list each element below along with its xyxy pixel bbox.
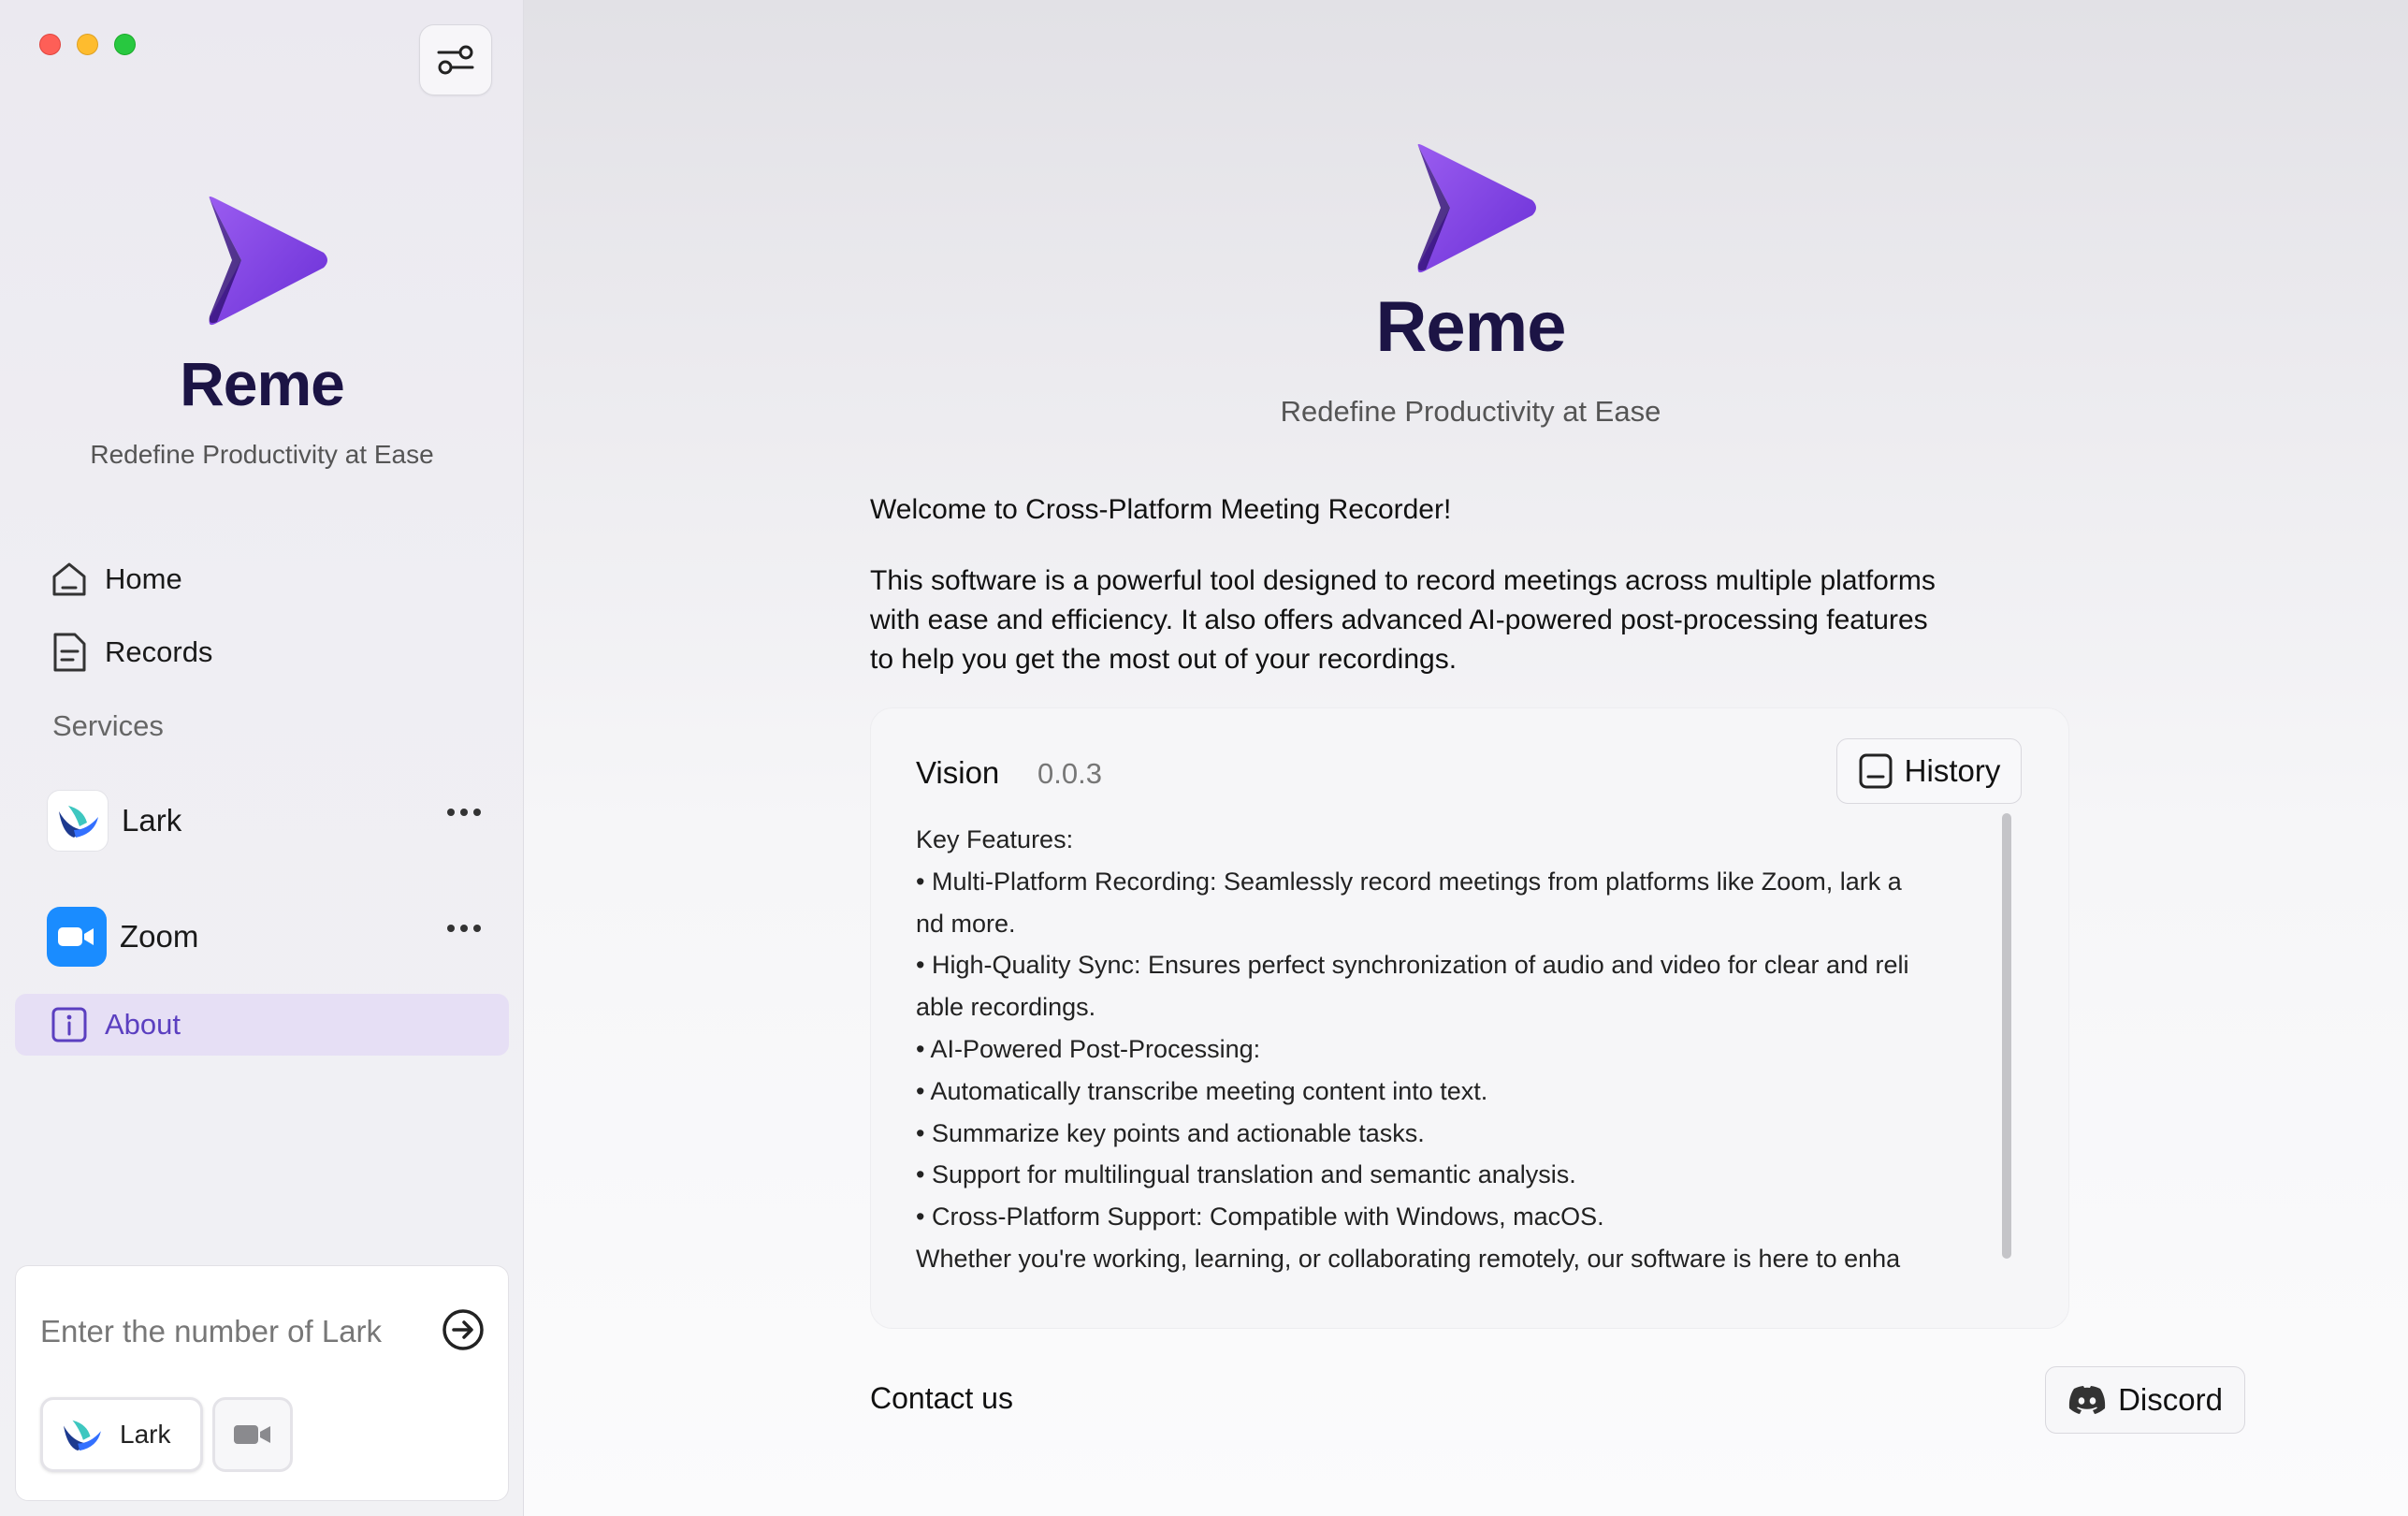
feature-line: • Support for multilingual translation and semantic analysis. <box>916 1160 1576 1189</box>
platform-chip-video[interactable] <box>212 1397 293 1472</box>
video-camera-icon <box>232 1421 273 1449</box>
services-section-label: Services <box>52 709 164 742</box>
main-content <box>524 0 2408 1516</box>
intro-line: This software is a powerful tool designed to record meetings across multiple platforms <box>870 565 1936 596</box>
discord-icon <box>2067 1385 2107 1415</box>
reme-logo-icon <box>1413 142 1540 273</box>
minimize-window-button[interactable] <box>77 34 98 55</box>
arrow-right-circle-icon[interactable] <box>441 1307 486 1352</box>
feature-line: • Multi-Platform Recording: Seamlessly record meetings from platforms like Zoom, lark a <box>916 867 1902 896</box>
release-notes-text <box>916 819 2001 1296</box>
discord-button[interactable] <box>2045 1366 2245 1434</box>
service-name: Lark <box>122 803 182 838</box>
discord-button-label: Discord <box>2118 1382 2223 1417</box>
more-options-icon[interactable] <box>447 925 481 932</box>
zoom-icon <box>47 907 107 967</box>
release-notes-scrollbar[interactable] <box>1999 813 2014 1259</box>
intro-line: with ease and efficiency. It also offers advanced AI-powered post-processing features <box>870 605 1928 635</box>
version-label: 0.0.3 <box>1037 757 1102 790</box>
feature-line: • Summarize key points and actionable tasks. <box>916 1118 1425 1147</box>
history-icon <box>1858 752 1893 790</box>
nav-item-home[interactable] <box>15 548 509 610</box>
feature-line: • High-Quality Sync: Ensures perfect synchronization of audio and video for clear and reli <box>916 951 1909 980</box>
intro-paragraph <box>870 561 2086 679</box>
sidebar-brand-title: Reme <box>180 349 344 418</box>
window-controls <box>39 34 136 55</box>
vision-title: Vision <box>916 755 1000 790</box>
page-tagline: Redefine Productivity at Ease <box>1280 395 1661 428</box>
platform-selector <box>40 1397 293 1472</box>
reme-logo-icon <box>204 195 331 326</box>
settings-button[interactable] <box>419 24 492 95</box>
feature-line: • AI-Powered Post-Processing: <box>916 1034 1261 1063</box>
feature-line: able recordings. <box>916 993 1096 1022</box>
lark-icon <box>60 1417 103 1452</box>
feature-line: nd more. <box>916 909 1016 938</box>
platform-chip-lark[interactable] <box>40 1397 203 1472</box>
nav-item-about[interactable] <box>15 994 509 1056</box>
nav-item-label: Records <box>105 635 213 668</box>
sidebar-tagline: Redefine Productivity at Ease <box>90 440 434 469</box>
nav-item-label: Home <box>105 562 182 595</box>
join-meeting-card <box>15 1265 509 1501</box>
nav-item-records[interactable] <box>15 621 509 683</box>
intro-line: to help you get the most out of your recordings. <box>870 644 1458 675</box>
service-item-lark[interactable] <box>47 788 496 853</box>
history-button-label: History <box>1904 753 2001 788</box>
info-icon <box>49 1004 90 1045</box>
close-window-button[interactable] <box>39 34 61 55</box>
lark-icon <box>47 790 109 852</box>
feature-line: Whether you're working, learning, or collaborating remotely, our software is here to enha <box>916 1244 1901 1273</box>
contact-heading: Contact us <box>870 1381 1013 1415</box>
sliders-icon <box>435 41 476 79</box>
scrollbar-thumb[interactable] <box>2002 813 2011 1259</box>
document-icon <box>49 632 90 673</box>
feature-line: • Automatically transcribe meeting content into text. <box>916 1076 1488 1105</box>
feature-line: • Cross-Platform Support: Compatible with Windows, macOS. <box>916 1203 1604 1232</box>
history-button[interactable] <box>1836 738 2022 804</box>
nav-item-label: About <box>105 1008 181 1041</box>
welcome-heading: Welcome to Cross-Platform Meeting Recorder! <box>870 494 1452 525</box>
meeting-number-input[interactable] <box>38 1307 435 1356</box>
vision-card <box>870 707 2069 1329</box>
service-name: Zoom <box>120 919 199 954</box>
feature-line: Key Features: <box>916 825 1074 853</box>
page-title: Reme <box>1375 287 1566 367</box>
platform-chip-label: Lark <box>120 1420 171 1449</box>
sidebar <box>0 0 524 1516</box>
home-icon <box>49 559 90 600</box>
more-options-icon[interactable] <box>447 809 481 816</box>
maximize-window-button[interactable] <box>114 34 136 55</box>
service-item-zoom[interactable] <box>47 904 496 969</box>
